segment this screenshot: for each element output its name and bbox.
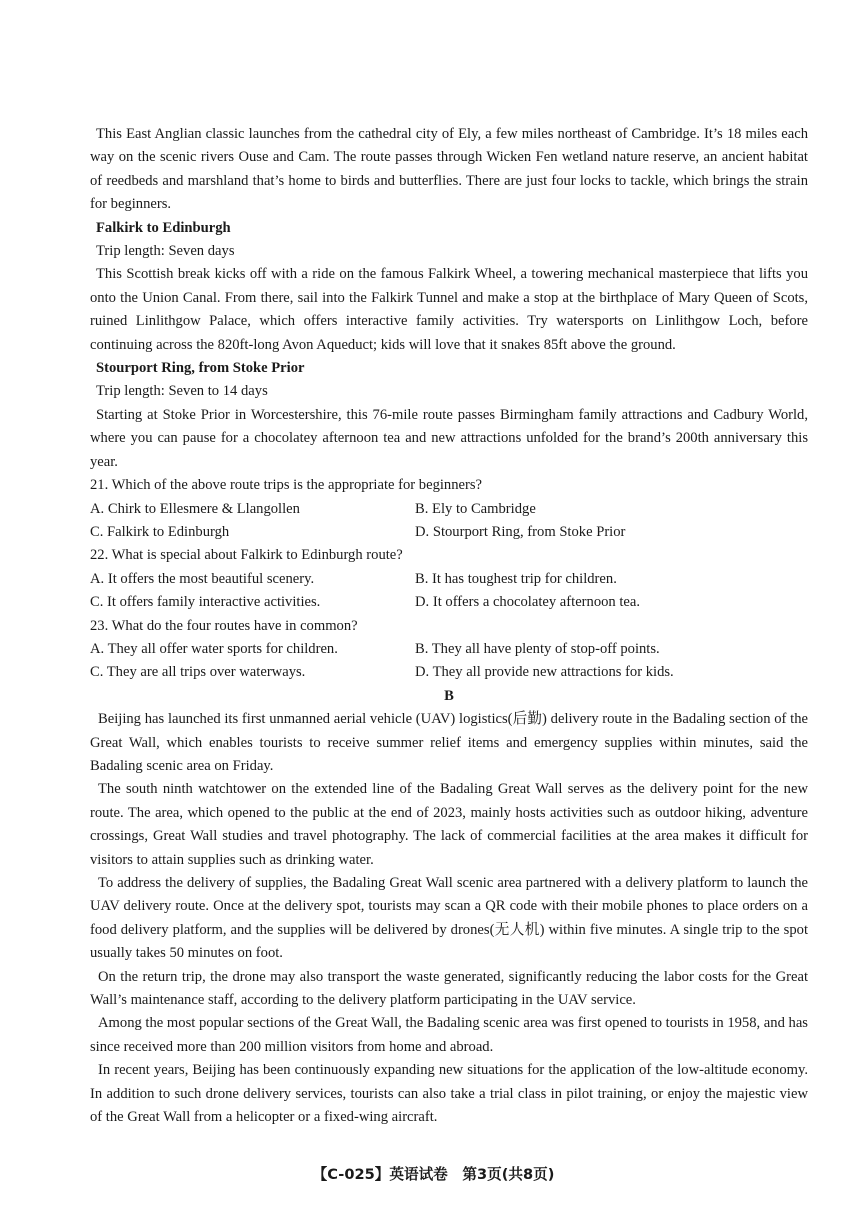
option-b: B. They all have plenty of stop-off points. bbox=[415, 640, 660, 657]
question-23 bbox=[90, 615, 808, 685]
option-c: C. Falkirk to Edinburgh bbox=[90, 523, 230, 540]
question-stem: 22. What is special about Falkirk to Edinburgh route? bbox=[90, 547, 403, 564]
falkirk-paragraph: This Scottish break kicks off with a ride on the famous Falkirk Wheel, a towering mechanical masterpiece that lifts you onto the Union Canal. From there, sail into the Falkirk Tunnel and make a stop at the birthplace of Mary Queen of Scots, ruined Linlithgow Palace, which offers interactive family activities. Try watersports on Linlithgow Loch, before continuing across the 820ft-long Avon Aqueduct; kids will love that it snakes 85ft above the ground. bbox=[90, 266, 808, 353]
option-c: C. It offers family interactive activities. bbox=[90, 594, 321, 611]
option-b: B. It has toughest trip for children. bbox=[415, 570, 617, 587]
passage-b-paragraph: Among the most popular sections of the Great Wall, the Badaling scenic area was first opened to tourists in 1958, and has since received more than 200 million visitors from home and abroad. bbox=[90, 1015, 808, 1055]
option-d: D. It offers a chocolatey afternoon tea. bbox=[415, 594, 641, 611]
question-stem: 21. Which of the above route trips is the appropriate for beginners? bbox=[90, 477, 483, 494]
passage-b-paragraph: Beijing has launched its first unmanned aerial vehicle (UAV) logistics(后勤) delivery route in the Badaling section of the Great Wall, which enables tourists to receive summer relief items and emergency supplies within minutes, said the Badaling scenic area on Friday. bbox=[90, 711, 808, 774]
section-b-title: B bbox=[444, 687, 454, 704]
option-b: B. Ely to Cambridge bbox=[415, 500, 536, 517]
question-22 bbox=[90, 544, 808, 614]
option-a: A. Chirk to Ellesmere & Llangollen bbox=[90, 500, 300, 517]
passage-b-paragraph: On the return trip, the drone may also transport the waste generated, significantly reducing the labor costs for the Great Wall’s maintenance staff, according to the delivery platform participating in the UAV service. bbox=[90, 968, 808, 1009]
option-a: A. It offers the most beautiful scenery. bbox=[90, 570, 315, 587]
question-21 bbox=[90, 474, 808, 544]
option-d: D. They all provide new attractions for kids. bbox=[415, 664, 674, 681]
passage-b-paragraph: In recent years, Beijing has been continuously expanding new situations for the application of the low-altitude economy. In addition to such drone delivery services, tourists can also take a trial class in pilot training, or enjoy the majestic view of the Great Wall from a helicopter or a fixed-wing aircraft. bbox=[90, 1062, 808, 1126]
stourport-paragraph: Starting at Stoke Prior in Worcestershire, this 76-mile route passes Birmingham family attractions and Cadbury World, where you can pause for a chocolatey afternoon tea and new attractions unfolded for the brand’s 200th anniversary this year. bbox=[90, 406, 808, 470]
option-c: C. They are all trips over waterways. bbox=[90, 664, 306, 681]
option-d: D. Stourport Ring, from Stoke Prior bbox=[415, 523, 626, 540]
route-title-falkirk: Falkirk to Edinburgh bbox=[96, 219, 231, 236]
page-content bbox=[90, 123, 808, 1129]
trip-length-stourport: Trip length: Seven to 14 days bbox=[96, 383, 268, 400]
passage-b-paragraph: To address the delivery of supplies, the Badaling Great Wall scenic area partnered with a delivery platform to launch the UAV delivery route. Once at the delivery spot, tourists may scan a QR code with their mobile phones to place orders on a food delivery platform, and the supplies will be delivered by drones(无人机) within five minutes. A single trip to the spot usually takes 50 minutes on foot. bbox=[90, 875, 808, 962]
option-a: A. They all offer water sports for children. bbox=[90, 640, 338, 657]
passage-b-paragraph: The south ninth watchtower on the extended line of the Badaling Great Wall serves as the delivery point for the new route. The area, which opened to the public at the end of 2023, mainly hosts activities such as outdoor hiking, adventure crossings, Great Wall studies and travel photography. The lack of commercial facilities at the area makes it difficult for visitors to attain supplies such as drinking water. bbox=[90, 781, 808, 868]
page-footer: 【C-025】英语试卷 第3页(共8页) bbox=[312, 1166, 555, 1183]
route-title-stourport: Stourport Ring, from Stoke Prior bbox=[96, 360, 305, 377]
question-stem: 23. What do the four routes have in common? bbox=[90, 617, 358, 634]
ely-paragraph: This East Anglian classic launches from the cathedral city of Ely, a few miles northeast of Cambridge. It’s 18 miles each way on the scenic rivers Ouse and Cam. The route passes through Wicken Fen wetland nature reserve, an ancient habitat of reedbeds and marshland that’s home to birds and butterflies. There are just four locks to tackle, which brings the strain for beginners. bbox=[90, 126, 808, 213]
trip-length-falkirk: Trip length: Seven days bbox=[96, 243, 235, 260]
